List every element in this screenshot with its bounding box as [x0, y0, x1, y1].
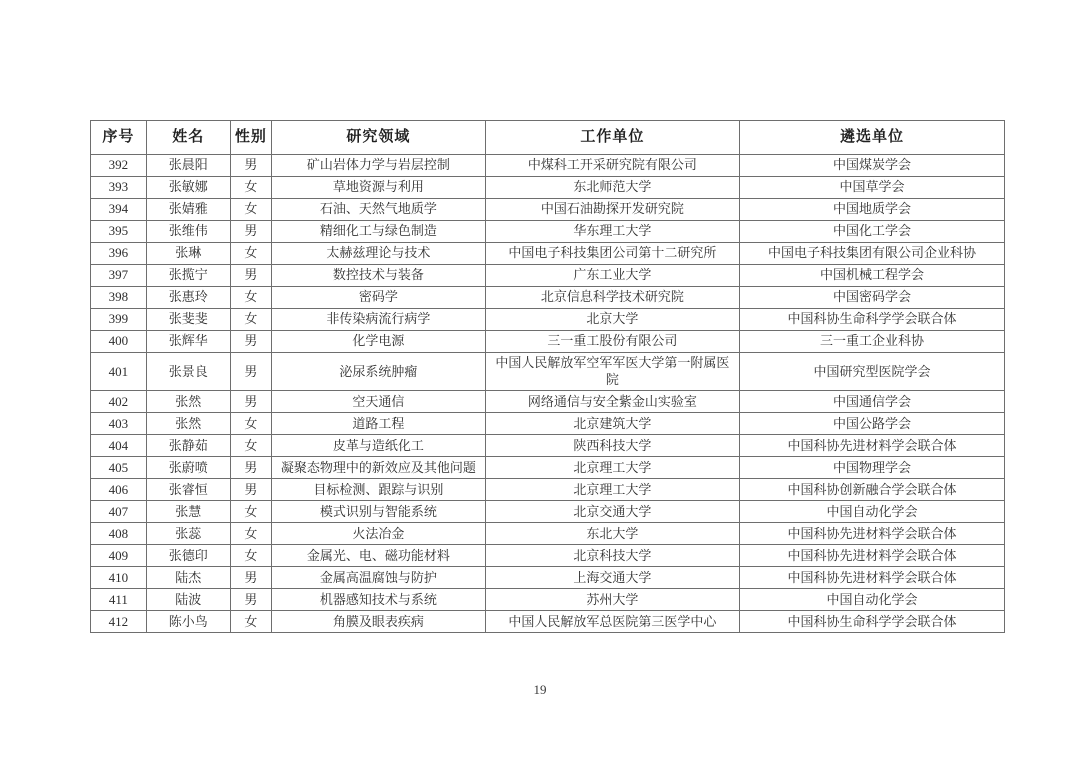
table-cell: 张景良 [146, 353, 230, 391]
table-cell: 407 [91, 501, 147, 523]
table-cell: 中国科协先进材料学会联合体 [739, 523, 1004, 545]
table-cell: 中国科协创新融合学会联合体 [739, 479, 1004, 501]
table-row [91, 331, 1005, 353]
table-cell: 中国科协生命科学学会联合体 [739, 611, 1004, 633]
table-cell: 410 [91, 567, 147, 589]
page-number: 19 [533, 682, 547, 697]
table-cell: 陈小鸟 [146, 611, 230, 633]
table-cell: 陆杰 [146, 567, 230, 589]
table-cell: 张静茹 [146, 435, 230, 457]
table-cell: 密码学 [271, 287, 485, 309]
table-cell: 中国机械工程学会 [739, 265, 1004, 287]
table-cell: 393 [91, 177, 147, 199]
table-cell: 397 [91, 265, 147, 287]
table-cell: 399 [91, 309, 147, 331]
table-cell: 412 [91, 611, 147, 633]
table-cell: 目标检测、跟踪与识别 [271, 479, 485, 501]
table-cell: 中国通信学会 [739, 391, 1004, 413]
table-cell: 中国公路学会 [739, 413, 1004, 435]
table-cell: 女 [230, 309, 271, 331]
table-cell: 男 [230, 391, 271, 413]
table-cell: 中国地质学会 [739, 199, 1004, 221]
table-row [91, 199, 1005, 221]
table-cell: 中国人民解放军空军军医大学第一附属医院 [485, 353, 739, 391]
table-cell: 中国科协生命科学学会联合体 [739, 309, 1004, 331]
table-cell: 张德印 [146, 545, 230, 567]
table-cell: 陆波 [146, 589, 230, 611]
table-cell: 男 [230, 265, 271, 287]
table-cell: 男 [230, 331, 271, 353]
table-cell: 东北大学 [485, 523, 739, 545]
table-cell: 女 [230, 435, 271, 457]
table-cell: 皮革与造纸化工 [271, 435, 485, 457]
table-cell: 金属高温腐蚀与防护 [271, 567, 485, 589]
table-cell: 机器感知技术与系统 [271, 589, 485, 611]
table-row [91, 413, 1005, 435]
table-cell: 中煤科工开采研究院有限公司 [485, 155, 739, 177]
table-cell: 409 [91, 545, 147, 567]
table-body [91, 155, 1005, 633]
table-cell: 张蔚喷 [146, 457, 230, 479]
table-cell: 404 [91, 435, 147, 457]
table-row [91, 545, 1005, 567]
table-row [91, 611, 1005, 633]
table-cell: 405 [91, 457, 147, 479]
table-cell: 中国石油勘探开发研究院 [485, 199, 739, 221]
table-row [91, 309, 1005, 331]
table-cell: 396 [91, 243, 147, 265]
table-cell: 403 [91, 413, 147, 435]
table-cell: 非传染病流行病学 [271, 309, 485, 331]
table-cell: 女 [230, 199, 271, 221]
table-row [91, 155, 1005, 177]
table-cell: 火法冶金 [271, 523, 485, 545]
table-cell: 草地资源与利用 [271, 177, 485, 199]
table-cell: 女 [230, 545, 271, 567]
table-cell: 408 [91, 523, 147, 545]
table-cell: 张然 [146, 391, 230, 413]
table-cell: 中国科协先进材料学会联合体 [739, 435, 1004, 457]
table-cell: 中国物理学会 [739, 457, 1004, 479]
table-row [91, 221, 1005, 243]
table-cell: 中国自动化学会 [739, 501, 1004, 523]
table-cell: 空天通信 [271, 391, 485, 413]
table-cell: 男 [230, 221, 271, 243]
column-header: 姓名 [146, 121, 230, 155]
table-cell: 金属光、电、磁功能材料 [271, 545, 485, 567]
table-cell: 中国研究型医院学会 [739, 353, 1004, 391]
table-cell: 中国人民解放军总医院第三医学中心 [485, 611, 739, 633]
table-cell: 华东理工大学 [485, 221, 739, 243]
table-cell: 张揽宁 [146, 265, 230, 287]
table-cell: 凝聚态物理中的新效应及其他问题 [271, 457, 485, 479]
table-cell: 角膜及眼表疾病 [271, 611, 485, 633]
table-cell: 女 [230, 523, 271, 545]
table-header-row [91, 121, 1005, 155]
table-cell: 北京信息科学技术研究院 [485, 287, 739, 309]
table-row [91, 287, 1005, 309]
table-row [91, 391, 1005, 413]
table-cell: 张晨阳 [146, 155, 230, 177]
table-cell: 陕西科技大学 [485, 435, 739, 457]
table-cell: 三一重工股份有限公司 [485, 331, 739, 353]
column-header: 遴选单位 [739, 121, 1004, 155]
table-cell: 张斐斐 [146, 309, 230, 331]
table-cell: 中国电子科技集团有限公司企业科协 [739, 243, 1004, 265]
table-cell: 男 [230, 567, 271, 589]
table-cell: 女 [230, 287, 271, 309]
table-cell: 401 [91, 353, 147, 391]
table-cell: 395 [91, 221, 147, 243]
table-cell: 中国科协先进材料学会联合体 [739, 567, 1004, 589]
table-cell: 女 [230, 413, 271, 435]
table-cell: 张维伟 [146, 221, 230, 243]
table-cell: 北京大学 [485, 309, 739, 331]
table-row [91, 567, 1005, 589]
table-cell: 张然 [146, 413, 230, 435]
table-row [91, 177, 1005, 199]
table-cell: 411 [91, 589, 147, 611]
column-header: 工作单位 [485, 121, 739, 155]
table-cell: 石油、天然气地质学 [271, 199, 485, 221]
table-cell: 394 [91, 199, 147, 221]
table-cell: 398 [91, 287, 147, 309]
table-cell: 男 [230, 353, 271, 391]
roster-table [90, 120, 1005, 633]
table-cell: 中国自动化学会 [739, 589, 1004, 611]
table-cell: 太赫兹理论与技术 [271, 243, 485, 265]
table-cell: 泌尿系统肿瘤 [271, 353, 485, 391]
table-cell: 精细化工与绿色制造 [271, 221, 485, 243]
table-cell: 张辉华 [146, 331, 230, 353]
table-row [91, 265, 1005, 287]
table-cell: 上海交通大学 [485, 567, 739, 589]
table-cell: 张琳 [146, 243, 230, 265]
table-row [91, 457, 1005, 479]
table-row [91, 589, 1005, 611]
table-cell: 392 [91, 155, 147, 177]
table-cell: 数控技术与装备 [271, 265, 485, 287]
table-cell: 苏州大学 [485, 589, 739, 611]
table-cell: 张慧 [146, 501, 230, 523]
table-cell: 女 [230, 177, 271, 199]
table-cell: 男 [230, 155, 271, 177]
table-cell: 广东工业大学 [485, 265, 739, 287]
table-cell: 张敏娜 [146, 177, 230, 199]
table-cell: 道路工程 [271, 413, 485, 435]
table-row [91, 353, 1005, 391]
column-header: 性别 [230, 121, 271, 155]
table-cell: 北京科技大学 [485, 545, 739, 567]
table-cell: 矿山岩体力学与岩层控制 [271, 155, 485, 177]
table-cell: 模式识别与智能系统 [271, 501, 485, 523]
column-header: 序号 [91, 121, 147, 155]
table-cell: 女 [230, 243, 271, 265]
table-row [91, 435, 1005, 457]
table-cell: 402 [91, 391, 147, 413]
table-cell: 中国化工学会 [739, 221, 1004, 243]
table-cell: 男 [230, 589, 271, 611]
table-cell: 北京建筑大学 [485, 413, 739, 435]
table-row [91, 479, 1005, 501]
table-cell: 三一重工企业科协 [739, 331, 1004, 353]
table-cell: 女 [230, 501, 271, 523]
table-cell: 中国电子科技集团公司第十二研究所 [485, 243, 739, 265]
table-row [91, 501, 1005, 523]
table-cell: 中国科协先进材料学会联合体 [739, 545, 1004, 567]
table-cell: 中国煤炭学会 [739, 155, 1004, 177]
table-cell: 男 [230, 479, 271, 501]
table-row [91, 523, 1005, 545]
table-cell: 北京理工大学 [485, 457, 739, 479]
table-cell: 张睿恒 [146, 479, 230, 501]
table-cell: 女 [230, 611, 271, 633]
table-cell: 化学电源 [271, 331, 485, 353]
table-cell: 张惠玲 [146, 287, 230, 309]
table-cell: 中国密码学会 [739, 287, 1004, 309]
table-cell: 张婧雅 [146, 199, 230, 221]
column-header: 研究领域 [271, 121, 485, 155]
table-cell: 网络通信与安全紫金山实验室 [485, 391, 739, 413]
table-cell: 张蕊 [146, 523, 230, 545]
table-cell: 北京交通大学 [485, 501, 739, 523]
table-cell: 400 [91, 331, 147, 353]
table-cell: 东北师范大学 [485, 177, 739, 199]
table-cell: 406 [91, 479, 147, 501]
table-cell: 中国草学会 [739, 177, 1004, 199]
table-row [91, 243, 1005, 265]
table-cell: 北京理工大学 [485, 479, 739, 501]
table-cell: 男 [230, 457, 271, 479]
